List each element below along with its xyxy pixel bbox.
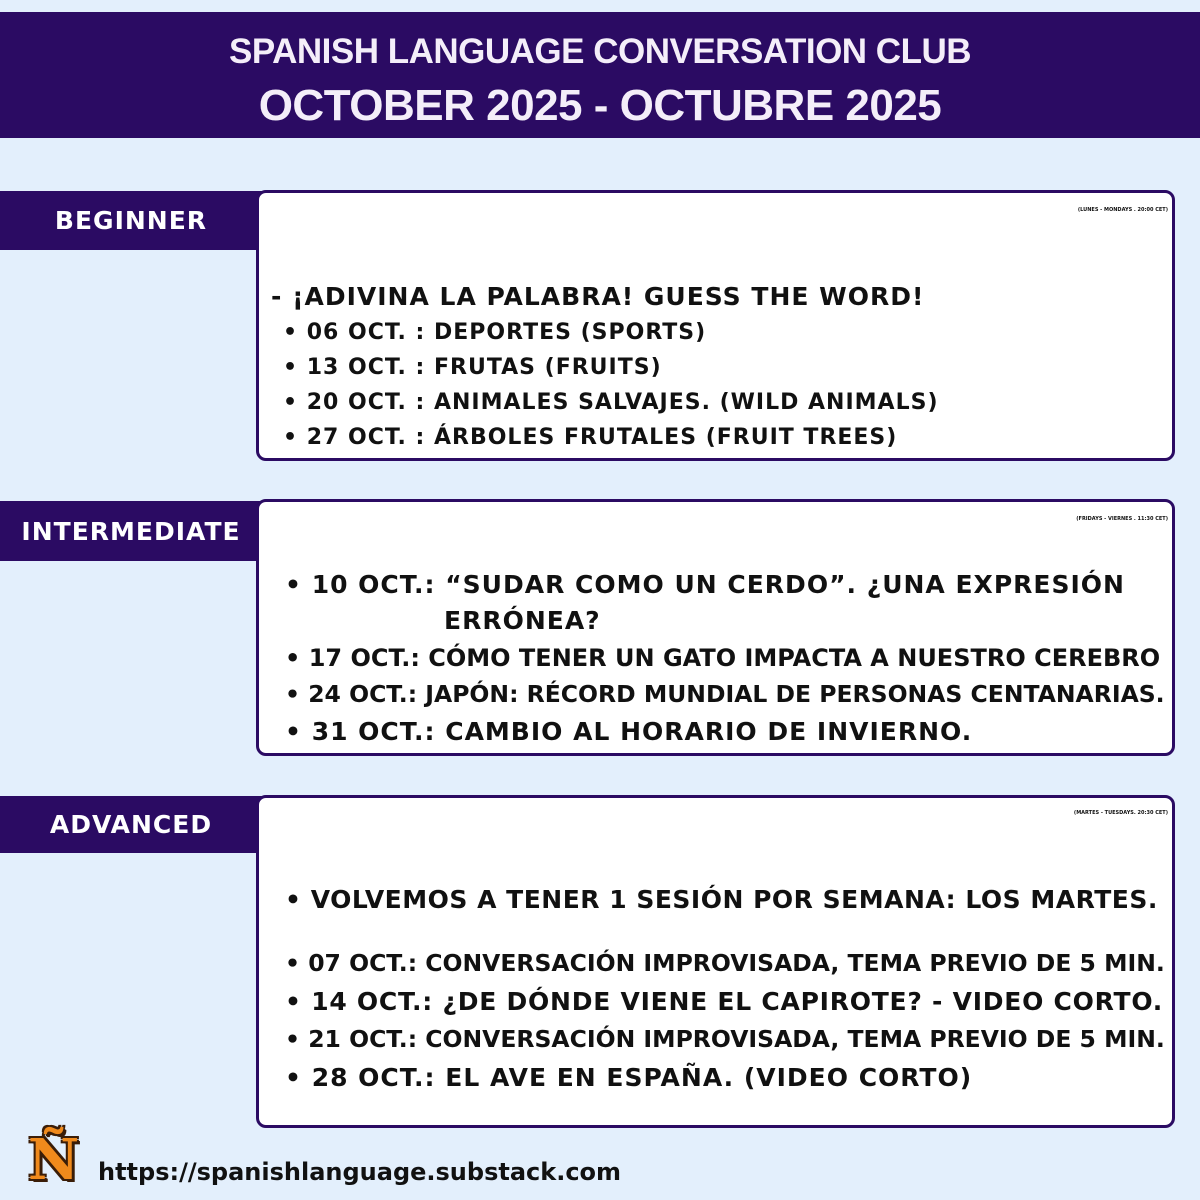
beginner-schedule: (LUNES - MONDAYS . 20:00 CET) — [1077, 207, 1168, 213]
beginner-list-item: • 06 OCT. : DEPORTES (SPORTS) — [283, 320, 707, 345]
advanced-list-item: • 21 OCT.: CONVERSACIÓN IMPROVISADA, TEMA PREVIO DE 5 MIN. — [285, 1025, 1165, 1053]
n-tilde-logo: Ñ — [28, 1127, 80, 1193]
beginner-list-item: • 20 OCT. : ANIMALES SALVAJES. (WILD ANIMALS) — [283, 390, 939, 415]
intermediate-list-item-continuation: ERRÓNEA? — [444, 606, 601, 635]
advanced-list-item: • 07 OCT.: CONVERSACIÓN IMPROVISADA, TEMA PREVIO DE 5 MIN. — [285, 949, 1165, 977]
club-title: SPANISH LANGUAGE CONVERSATION CLUB — [228, 32, 971, 71]
beginner-card — [256, 190, 1175, 461]
beginner-list-item: • 27 OCT. : ÁRBOLES FRUTALES (FRUIT TREES) — [283, 425, 898, 450]
month-title: OCTOBER 2025 - OCTUBRE 2025 — [258, 81, 942, 130]
substack-url-link[interactable]: https://spanishlanguage.substack.com — [98, 1158, 622, 1186]
intermediate-list-item: • 10 OCT.: “SUDAR COMO UN CERDO”. ¿UNA EXPRESIÓN — [285, 570, 1125, 599]
intermediate-level-tab: INTERMEDIATE — [0, 501, 262, 561]
beginner-activity-heading: - ¡ADIVINA LA PALABRA! GUESS THE WORD! — [271, 282, 925, 311]
advanced-level-tab: ADVANCED — [0, 796, 262, 853]
intermediate-card — [256, 499, 1175, 756]
advanced-list-item: • 14 OCT.: ¿DE DÓNDE VIENE EL CAPIROTE? - VIDEO CORTO. — [285, 987, 1164, 1016]
intermediate-schedule: (FRIDAYS - VIERNES . 11:30 CET) — [1076, 516, 1168, 522]
header-banner — [0, 12, 1200, 138]
advanced-list-item: • 28 OCT.: EL AVE EN ESPAÑA. (VIDEO CORTO) — [285, 1063, 973, 1092]
intermediate-list-item: • 17 OCT.: CÓMO TENER UN GATO IMPACTA A NUESTRO CEREBRO — [285, 644, 1161, 672]
advanced-card — [256, 795, 1175, 1128]
intermediate-list-item: • 31 OCT.: CAMBIO AL HORARIO DE INVIERNO. — [285, 717, 973, 746]
advanced-note: • VOLVEMOS A TENER 1 SESIÓN POR SEMANA: LOS MARTES. — [285, 885, 1158, 914]
beginner-list-item: • 13 OCT. : FRUTAS (FRUITS) — [283, 355, 662, 380]
intermediate-list-item: • 24 OCT.: JAPÓN: RÉCORD MUNDIAL DE PERSONAS CENTANARIAS. — [285, 680, 1165, 708]
beginner-level-tab: BEGINNER — [0, 191, 262, 250]
advanced-schedule: (MARTES - TUESDAYS. 20:30 CET) — [1073, 810, 1168, 816]
